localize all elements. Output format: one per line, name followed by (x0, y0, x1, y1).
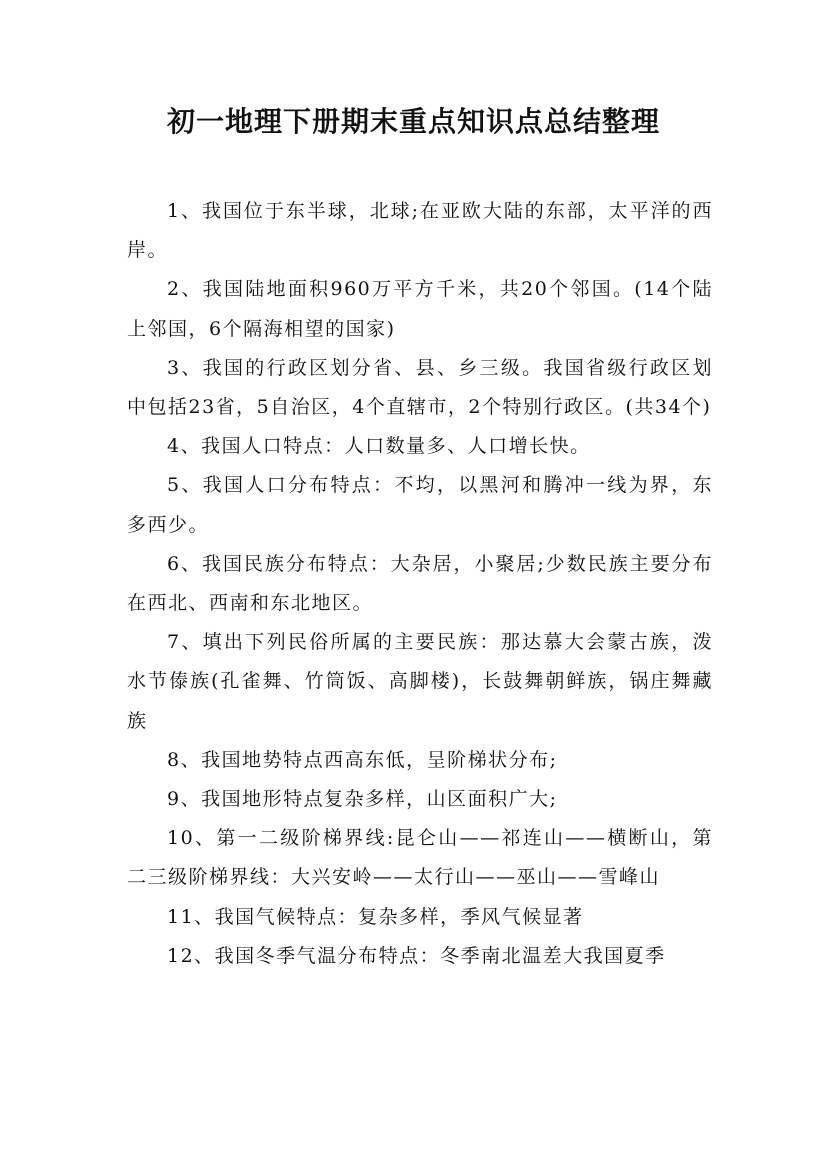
paragraph-6: 6、我国民族分布特点：大杂居，小聚居;少数民族主要分布在西北、西南和东北地区。 (127, 552, 713, 615)
paragraph-2: 2、我国陆地面积960万平方千米，共20个邻国。(14个陆上邻国，6个隔海相望的国家) (127, 278, 713, 340)
paragraph-3: 3、我国的行政区划分省、县、乡三级。我国省级行政区划中包括23省，5自治区，4个直辖市，2个特别行政区。(共34个) (127, 356, 713, 419)
paragraph-1: 1、我国位于东半球，北球;在亚欧大陆的东部，太平洋的西岸。 (127, 200, 713, 262)
document-title: 初一地理下册期末重点知识点总结整理 (166, 105, 660, 138)
paragraph-4: 4、我国人口特点：人口数量多、人口增长快。 (167, 435, 591, 458)
paragraph-12: 12、我国冬季气温分布特点：冬季南北温差大我国夏季 (167, 944, 666, 967)
document-body (127, 192, 713, 976)
paragraph-9: 9、我国地形特点复杂多样，山区面积广大; (167, 788, 558, 811)
paragraph-11: 11、我国气候特点：复杂多样，季风气候显著 (167, 905, 584, 928)
paragraph-5: 5、我国人口分布特点：不均，以黑河和腾冲一线为界，东多西少。 (127, 474, 713, 536)
paragraph-7: 7、填出下列民俗所属的主要民族：那达慕大会蒙古族，泼水节傣族(孔雀舞、竹筒饭、高脚楼)，长鼓舞朝鲜族，锅庄舞藏族 (127, 631, 713, 732)
paragraph-8: 8、我国地势特点西高东低，呈阶梯状分布; (167, 748, 558, 771)
paragraph-10: 10、第一二级阶梯界线:昆仑山——祁连山——横断山，第二三级阶梯界线：大兴安岭——太行山——巫山——雪峰山 (127, 827, 713, 889)
